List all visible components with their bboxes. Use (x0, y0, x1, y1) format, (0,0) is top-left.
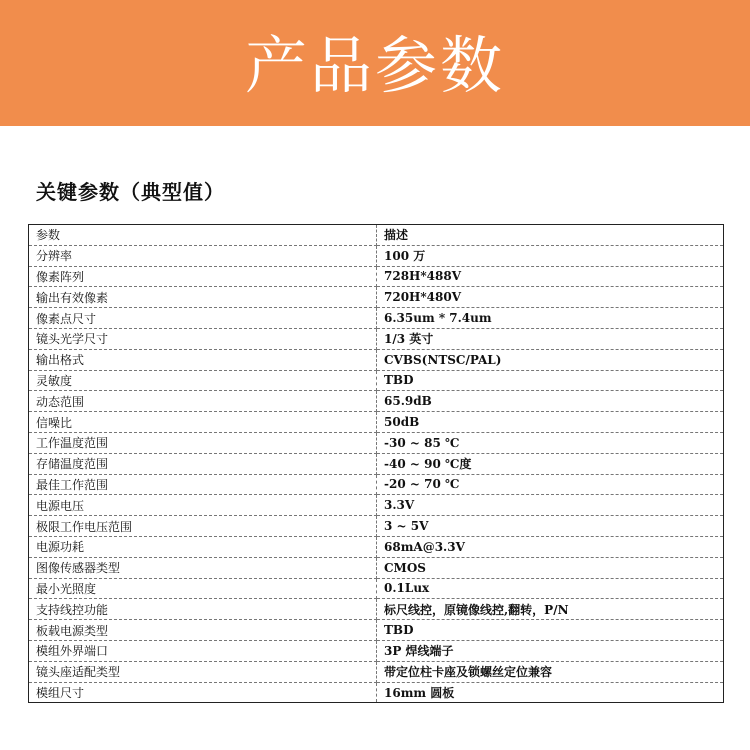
table-row (29, 474, 724, 495)
spec-table-body (29, 225, 724, 703)
header-banner (0, 0, 750, 126)
param-name-cell: 像素阵列 (29, 266, 377, 287)
param-value-cell: TBD (377, 620, 724, 641)
param-value-cell: CVBS(NTSC/PAL) (377, 349, 724, 370)
param-value-cell: 728H*488V (377, 266, 724, 287)
param-value-cell: 720H*480V (377, 287, 724, 308)
param-value-cell: 带定位柱卡座及锁螺丝定位兼容 (377, 661, 724, 682)
header-cell-parameter: 参数 (29, 225, 377, 246)
param-value-cell: -30 ~ 85 ℃ (377, 432, 724, 453)
param-name-cell: 镜头座适配类型 (29, 661, 377, 682)
table-row (29, 682, 724, 703)
table-row (29, 245, 724, 266)
param-value-cell: 3.3V (377, 495, 724, 516)
param-name-cell: 分辨率 (29, 245, 377, 266)
table-row (29, 495, 724, 516)
param-value-cell: -20 ~ 70 ℃ (377, 474, 724, 495)
param-value-cell: 6.35um * 7.4um (377, 308, 724, 329)
param-value-cell: 0.1Lux (377, 578, 724, 599)
param-value-cell: CMOS (377, 557, 724, 578)
param-name-cell: 镜头光学尺寸 (29, 328, 377, 349)
param-value-cell: -40 ~ 90 ℃度 (377, 453, 724, 474)
param-name-cell: 支持线控功能 (29, 599, 377, 620)
param-value-cell: 50dB (377, 412, 724, 433)
param-name-cell: 输出格式 (29, 349, 377, 370)
table-row (29, 453, 724, 474)
table-row (29, 349, 724, 370)
param-name-cell: 电源功耗 (29, 536, 377, 557)
table-row (29, 516, 724, 537)
table-row (29, 287, 724, 308)
param-value-cell: 3P 焊线端子 (377, 640, 724, 661)
param-name-cell: 最小光照度 (29, 578, 377, 599)
param-name-cell: 最佳工作范围 (29, 474, 377, 495)
param-name-cell: 图像传感器类型 (29, 557, 377, 578)
param-name-cell: 板载电源类型 (29, 620, 377, 641)
table-row (29, 620, 724, 641)
table-row (29, 536, 724, 557)
table-row (29, 599, 724, 620)
section-title: 关键参数（典型值） (36, 180, 225, 204)
param-value-cell: 标尺线控，原镜像线控,翻转，P/N (377, 599, 724, 620)
table-row (29, 266, 724, 287)
param-value-cell: 1/3 英寸 (377, 328, 724, 349)
param-name-cell: 存储温度范围 (29, 453, 377, 474)
table-row (29, 328, 724, 349)
table-row (29, 370, 724, 391)
param-value-cell: 16mm 圆板 (377, 682, 724, 703)
param-name-cell: 像素点尺寸 (29, 308, 377, 329)
table-header-row (29, 225, 724, 246)
param-name-cell: 动态范围 (29, 391, 377, 412)
banner-title: 产品参数 (244, 28, 505, 102)
param-name-cell: 电源电压 (29, 495, 377, 516)
table-row (29, 557, 724, 578)
param-value-cell: 65.9dB (377, 391, 724, 412)
spec-table (28, 224, 724, 703)
table-row (29, 412, 724, 433)
table-row (29, 578, 724, 599)
param-value-cell: TBD (377, 370, 724, 391)
param-value-cell: 100 万 (377, 245, 724, 266)
param-name-cell: 灵敏度 (29, 370, 377, 391)
table-row (29, 661, 724, 682)
param-name-cell: 信噪比 (29, 412, 377, 433)
param-name-cell: 工作温度范围 (29, 432, 377, 453)
param-name-cell: 模组外界端口 (29, 640, 377, 661)
table-row (29, 308, 724, 329)
param-name-cell: 极限工作电压范围 (29, 516, 377, 537)
param-name-cell: 输出有效像素 (29, 287, 377, 308)
param-value-cell: 68mA@3.3V (377, 536, 724, 557)
param-name-cell: 模组尺寸 (29, 682, 377, 703)
table-row (29, 391, 724, 412)
table-row (29, 432, 724, 453)
header-cell-description: 描述 (377, 225, 724, 246)
param-value-cell: 3 ~ 5V (377, 516, 724, 537)
table-row (29, 640, 724, 661)
